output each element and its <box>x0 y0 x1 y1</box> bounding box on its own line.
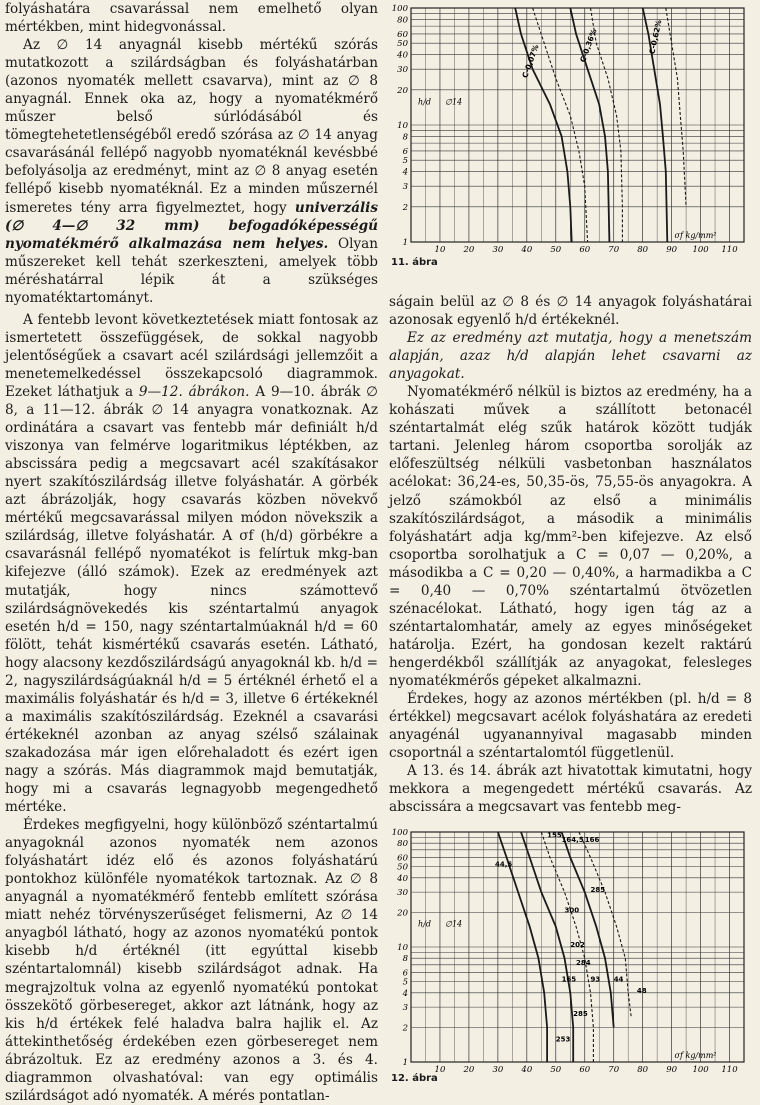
y-tick-label: 60 <box>397 29 408 40</box>
moment-label: 44 <box>613 975 624 984</box>
y-tick-label: 4 <box>402 167 408 178</box>
moment-label: 285 <box>573 1010 588 1019</box>
x-tick-label: 90 <box>666 1065 678 1075</box>
curve-d <box>562 832 614 1027</box>
y-tick-label: 2 <box>402 202 408 213</box>
paragraph: Nyomatékmérő nélkül is biztos az eredmény, ha a kohászati művek a szállított betonacél széntartalmát elég szűk határok között tudják tartani. Jelenleg három csoportba sorolják az előfeszültség nélküli vasbetonban használatos acélokat: 36,24-es, 50,35-ös, 75,55-ös anyagokra. A jelző számokból az első a minimális szakítószilárdságot, a második a minimális folyáshatárt adja kg/mm²-ben kifejezve. Az első csoportba sorolhatjuk a C = 0,07 — 0,20%, a másodikba a C = 0,20 — 0,40%, a harmadikba a C = 0,40 — 0,70% széntartalmú ötvözetlen szénacélokat. Látható, hogy igen tág az a széntartalomhatár, amely az egyes minőségeket határolja. Ezért, ha gondosan kezelt raktárú hengerdékből szállítják az anyagokat, felesleges nyomatékmérős gépeket alkalmazni. <box>389 384 752 689</box>
paragraph: Ez az eredmény azt mutatja, hogy a menetszám alapján, azaz h/d alapján lehet csavarni az anyagokat. <box>389 330 752 383</box>
figure-12-chart <box>389 826 752 1090</box>
moment-label: 300 <box>564 906 580 915</box>
x-tick-label: 100 <box>692 245 709 255</box>
paragraph: Az ∅ 14 anyagnál kisebb mértékű szórás mutatkozott a szilárdságban és folyáshatárban (azonos nyomaték mellett csavarva), mint az ∅ 8 anyagnál. Ennek oka az, hogy a nyomatékmérő műszer belső súrlódásából és tömegtehetetlenségéből eredő szórása az ∅ 14 anyag csavarásánál fellépő nagyobb nyomatéknál kevésbbé befolyásolja az eredményt, mint az ∅ 8 anyag esetén fellépő kisebb nyomatéknál. Ez a minden műszernél ismeretes tény arra figyelmeztet, hogy univerzális (∅ 4—∅ 32 mm) befogadóképességű nyomatékmérő alkalmazása nem helyes. Olyan műszereket kell tehát szerkeszteni, amelyek több méréshatárral lépik át a szükséges nyomatéktartományt. <box>5 37 378 306</box>
x-tick-label: 100 <box>692 1065 709 1075</box>
x-tick-label: 10 <box>434 1065 446 1075</box>
moment-label: 155 <box>547 831 562 840</box>
y-tick-label: 3 <box>402 1003 408 1014</box>
y-tick-label: 80 <box>397 839 408 850</box>
moment-label: 48 <box>636 986 647 995</box>
paragraph: Érdekes, hogy az azonos mértékben (pl. h/d = 8 értékkel) megcsavart acélok folyáshatára az eredeti anyagénál ugyanannyival magasabb minden csoportnál a széntartalomtól függetlenül. <box>389 691 752 762</box>
y-tick-label: 40 <box>397 50 408 61</box>
x-tick-label: 30 <box>492 245 504 255</box>
y-tick-label: 20 <box>397 908 408 919</box>
x-tick-label: 30 <box>492 1065 504 1075</box>
diameter-label: ∅14 <box>445 919 463 929</box>
x-tick-label: 20 <box>463 245 475 255</box>
moment-label: 44,5 <box>494 860 513 869</box>
y-tick-label: 10 <box>397 121 408 131</box>
x-axis-label: σf kg/mm² <box>674 231 717 240</box>
x-tick-label: 10 <box>434 245 446 255</box>
right-text-column <box>389 293 752 816</box>
y-tick-label: 1 <box>402 1058 408 1068</box>
curve-e <box>579 832 631 1016</box>
y-tick-label: 1 <box>402 238 408 248</box>
x-tick-label: 110 <box>721 245 738 255</box>
paragraph: A fentebb levont következtetések miatt fontosak az ismertetett összefüggések, de sokkal nagyobb jelentőségűek a csavart acél szilárdsági jellemzőit a menetemelkedéssel összekapcsoló diagrammok. Ezeket láthatjuk a 9—12. ábrákon. A 9—10. ábrák ∅ 8, a 11—12. ábrák ∅ 14 anyagra vonatkoznak. Az ordinátára a csavart vas fentebb már definiált h/d viszonya van felmérve logaritmikus léptékben, az abscissára pedig a megcsavart acél szakításakor nyert szakítószilárdság illetve folyáshatár. A görbék azt ábrázolják, hogy csavarás közben növekvő mértékű megcsavarással milyen módon növekszik a szilárdság, illetve folyáshatár. A σf (h/d) görbékre a csavarásnál fellépő nyomatékot is felírtuk mkg-ban kifejezve (álló számok). Ezek az eredmények azt mutatják, hogy nincs számottevő szilárdságnövekedés kis széntartalmú anyagok esetén h/d = 150, nagy széntartalmúaknál h/d = 60 fölött, tehát kismértékű csavarás esetén. Látható, hogy alacsony kezdőszilárdságú anyagoknál kb. h/d = 2, nagyszilárdságúaknál h/d = 5 értéknél érhető el a maximális folyáshatár és h/d = 3, illetve 6 értékeknél a maximális szakítószilárdság. Ezeknél a csavarási értékeknél azonban az anyag szélső szálainak szakadozása már igen előrehaladott és ezért igen nagy a szórás. Más diagrammok majd bemutatják, hogy mi a csavarás legnagyobb megengedhető mértéke. <box>5 311 378 816</box>
x-tick-label: 70 <box>608 1065 620 1075</box>
y-axis-label: h/d <box>418 97 431 107</box>
figure-12 <box>389 826 752 1090</box>
moment-label: 285 <box>590 886 606 895</box>
y-tick-label: 100 <box>391 4 408 14</box>
y-axis-label: h/d <box>418 919 431 929</box>
y-tick-label: 8 <box>402 954 408 965</box>
curve-label: C-0,62% <box>647 19 664 55</box>
y-tick-label: 8 <box>402 132 408 143</box>
moment-label: 253 <box>555 1035 571 1044</box>
y-tick-label: 3 <box>402 182 408 193</box>
figure-11-chart <box>389 2 752 270</box>
y-tick-label: 4 <box>402 988 408 999</box>
curve-label: C-0,07% <box>520 43 541 80</box>
x-tick-label: 40 <box>521 1065 533 1075</box>
figure-caption: 11. ábra <box>391 257 438 268</box>
paragraph: ságain belül az ∅ 8 és ∅ 14 anyagok folyáshatárai azonosak egyenlő h/d értékeknél. <box>389 294 752 329</box>
y-tick-label: 20 <box>397 85 408 96</box>
y-tick-label: 60 <box>397 853 408 864</box>
x-tick-label: 20 <box>463 1065 475 1075</box>
y-tick-label: 40 <box>397 873 408 884</box>
x-tick-label: 60 <box>579 1065 591 1075</box>
x-tick-label: 80 <box>637 1065 649 1075</box>
x-tick-label: 110 <box>721 1065 738 1075</box>
x-tick-label: 50 <box>550 245 562 255</box>
y-tick-label: 6 <box>402 968 408 979</box>
paragraph: folyáshatára csavarással nem emelhető olyan mértékben, mint hidegvonással. <box>5 1 378 36</box>
curve-label: C-0,36% <box>578 27 599 64</box>
moment-label: 164,5 <box>561 835 584 844</box>
x-tick-label: 80 <box>637 245 649 255</box>
y-tick-label: 50 <box>397 862 408 873</box>
curve-c062-yield <box>666 8 686 207</box>
y-tick-label: 5 <box>402 977 408 988</box>
y-tick-label: 50 <box>397 39 408 50</box>
diameter-label: ∅14 <box>445 97 463 107</box>
x-tick-label: 60 <box>579 245 591 255</box>
paragraph: A 13. és 14. ábrák azt hivatottak kimutatni, hogy mekkora a megengedett mértékű csavarás. Az abscissára a megcsavart vas fentebb meg- <box>389 763 752 816</box>
paragraph: Érdekes megfigyelni, hogy különböző széntartalmú anyagoknál azonos nyomaték nem azonos folyáshatárt idéz elő és azonos folyáshatárú pontokhoz különféle nyomatékok tartoznak. Az ∅ 8 anyagnál a nyomatékmérő fentebb említett szórása miatt nehéz törvényszerűséget felismerni, Az ∅ 14 anyagból látható, hogy az azonos nyomatékú pontok kisebb h/d értéknél (itt egyúttal kisebb széntartalomnál) kisebb szilárdságot adnak. Ha megrajzoltuk volna az egyenlő nyomatékú pontokat összekötő görbesereget, akkor azt látnánk, hogy az kis h/d értékek felé haladva balra hajlik el. Az áttekinthetőség érdekében ezen görbesereget nem ábrázoltuk. Ez az eredmény azonos a 3. és 4. diagrammon olvashatóval: van egy optimális szilárdságot adó nyomaték. A mérés pontatlan- <box>5 817 378 1104</box>
y-tick-label: 5 <box>402 156 408 167</box>
moment-label: 165 <box>561 975 577 984</box>
moment-label: 202 <box>570 941 585 949</box>
left-text-column <box>5 0 378 1105</box>
y-tick-label: 10 <box>397 943 408 953</box>
y-tick-label: 30 <box>397 65 408 76</box>
x-tick-label: 90 <box>666 245 678 255</box>
y-tick-label: 2 <box>402 1023 408 1034</box>
moment-label: 93 <box>590 975 601 984</box>
y-tick-label: 30 <box>397 888 408 899</box>
moment-label: 166 <box>584 835 600 844</box>
y-tick-label: 100 <box>391 828 408 838</box>
y-tick-label: 6 <box>402 146 408 157</box>
x-tick-label: 40 <box>521 245 533 255</box>
figure-11 <box>389 2 752 270</box>
y-tick-label: 80 <box>397 15 408 26</box>
x-tick-label: 70 <box>608 245 620 255</box>
figure-caption: 12. ábra <box>391 1073 438 1084</box>
x-axis-label: σf kg/mm² <box>674 1051 717 1060</box>
moment-label: 284 <box>576 958 591 967</box>
x-tick-label: 50 <box>550 1065 562 1075</box>
